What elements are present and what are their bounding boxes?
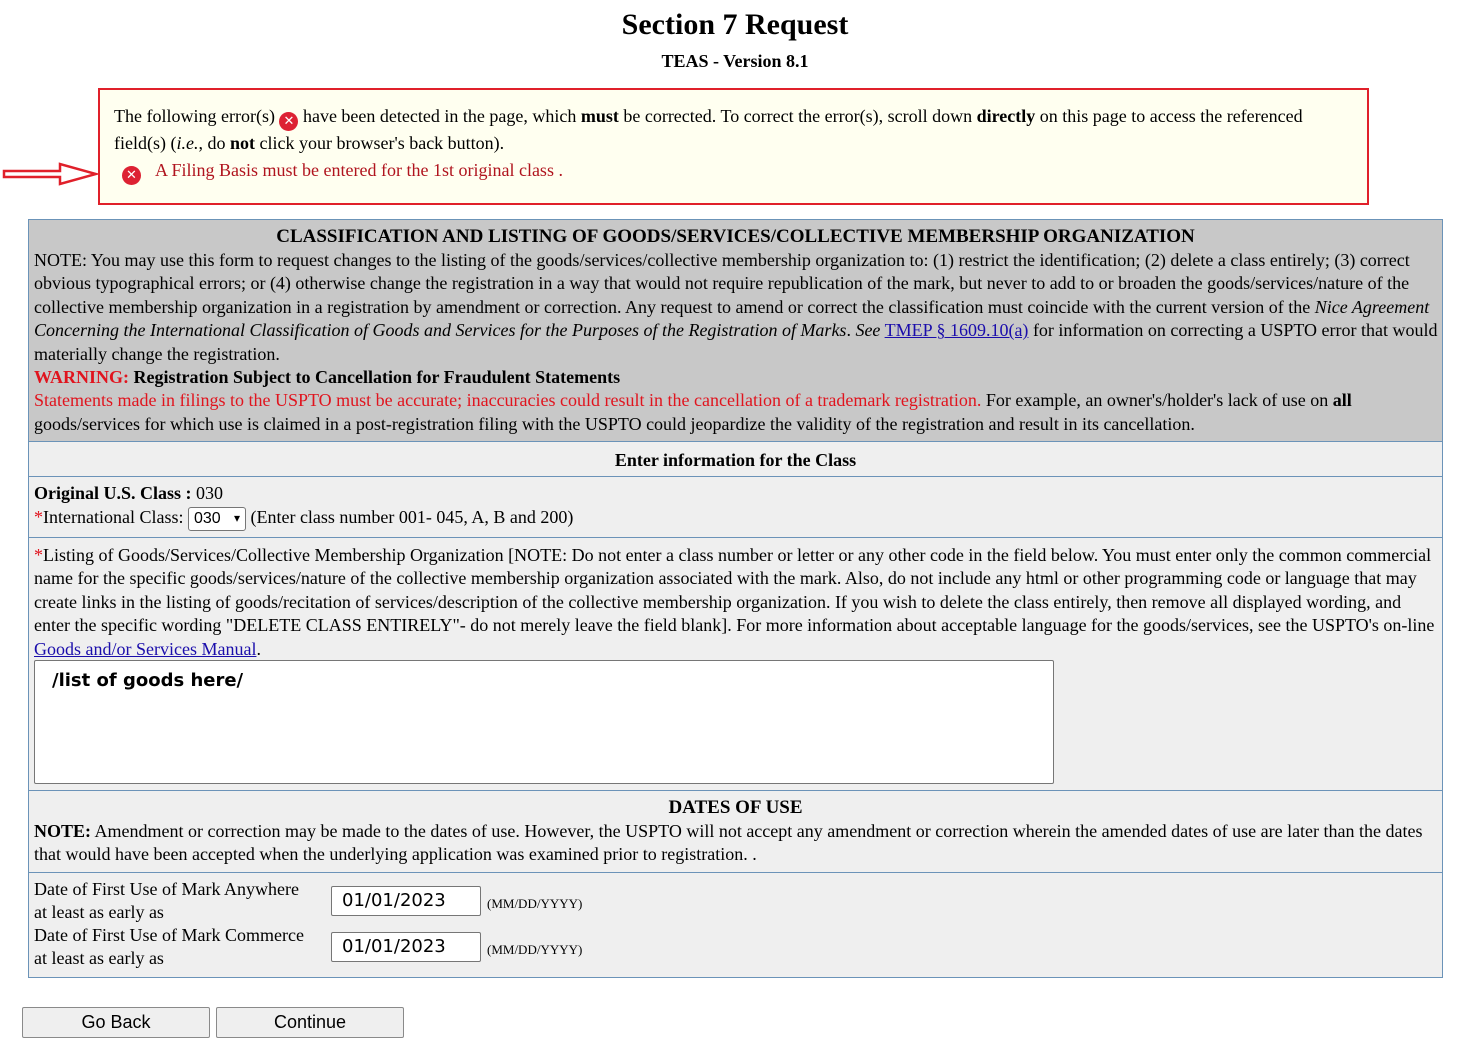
required-asterisk: * [34,545,43,565]
warning-label: WARNING: [34,367,130,388]
first-use-commerce-label: Date of First Use of Mark Commerce at least as early as [34,925,304,968]
class-info-header [29,442,1442,477]
first-use-anywhere-label: Date of First Use of Mark Anywhere at least as early as [34,879,299,922]
date-format-hint: (MM/DD/YYYY) [487,942,583,957]
classification-heading: CLASSIFICATION AND LISTING OF GOODS/SERVICES/COLLECTIVE MEMBERSHIP ORGANIZATION [276,226,1195,247]
chevron-down-icon: ▾ [233,511,240,525]
dates-fields [29,873,1442,977]
international-class-label: International Class: [43,507,184,528]
original-class: Original U.S. Class : 030 [34,483,224,503]
tmep-link[interactable]: TMEP § 1609.10(a) [884,320,1029,341]
class-row [29,477,1442,538]
international-class-row [34,507,573,531]
first-use-anywhere-input[interactable]: 01/01/2023 [331,886,481,916]
warning-title: Registration Subject to Cancellation for Fraudulent Statements [133,367,621,388]
classification-note: NOTE: You may use this form to request changes to the listing of the goods/services/collective membership organization to: (1) restrict the identification; (2) delete a class entirely; (3) correct obvious typographical errors; or (4) otherwise change the registration in a way that would not require republication of the mark, but never to add to or broaden the goods/services/nature of the collective membership organization in a registration by amendment or correction. Any request to amend or correct the classification must coincide with the current version of the Nice Agreement Concerning the International Classification of Goods and Services for the Purposes of the Registration of Marks. See TMEP § 1609.10(a) for information on correcting a USPTO error that would materially change the registration. WARNING: Registration Subject to Cancellation for Fraudulent Statements Statements made in filings to the USPTO must be accurate; inaccuracies could result in the cancellation of a trademark registration. For example, an owner's/holder's lack of use on all goods/services for which use is claimed in a post-registration filing with the USPTO could jeopardize the validity of the registration and result in its cancellation. [34,250,1438,434]
dates-section [29,791,1442,873]
goods-textarea[interactable]: /list of goods here/ [34,660,1054,784]
error-message-link[interactable] [122,160,563,185]
class-form [28,219,1443,978]
page-title: Section 7 Request [621,8,849,41]
error-x-icon: ✕ [122,166,141,185]
original-class-value: 030 [196,483,224,503]
warning-text: Statements made in filings to the USPTO must be accurate; inaccuracies could result in the cancellation of a trademark registration. [34,390,982,411]
page-subtitle: TEAS - Version 8.1 [661,51,809,71]
error-message-text: A Filing Basis must be entered for the 1st original class . [155,160,563,180]
international-class-hint: (Enter class number 001- 045, A, B and 200) [250,507,574,528]
class-info-heading: Enter information for the Class [614,450,857,470]
first-use-commerce-input[interactable]: 01/01/2023 [331,932,481,962]
error-intro-text: The following error(s) ✕ have been detected in the page, which must be corrected. To correct the error(s), scroll down directly on this page to access the referenced field(s) (i.e., do not click your browser's back button). [114,106,1303,153]
error-x-icon: ✕ [279,112,298,131]
arrow-right-icon [2,162,100,186]
error-summary-box [98,88,1369,205]
goods-label: *Listing of Goods/Services/Collective Membership Organization [NOTE: Do not enter a class number or letter or any other code in the field below. You must enter only the common commercial name for the specific goods/services/nature of the collective membership organization associated with the mark. Also, do not include any html or other programming code or language that may create links in the listing of goods/recitation of services/description of the collective membership organization. If you wish to delete the class entirely, then remove all displayed wording, and enter the specific wording "DELETE CLASS ENTIRELY"- do not merely leave the field blank]. For more information about acceptable language for the goods/services, see the USPTO's on-line Goods and/or Services Manual. [34,545,1435,659]
date-format-hint: (MM/DD/YYYY) [487,896,583,911]
international-class-select[interactable]: 030 ▾ [188,507,246,531]
dates-note: NOTE: Amendment or correction may be made to the dates of use. However, the USPTO will not accept any amendment or correction wherein the amended dates of use are later than the dates that would have been accepted when the underlying application was examined prior to registration. . [34,821,1423,865]
classification-section [29,220,1442,442]
goods-manual-link[interactable]: Goods and/or Services Manual [34,638,257,659]
continue-button[interactable]: Continue [216,1007,404,1038]
required-asterisk: * [34,507,43,528]
go-back-button[interactable]: Go Back [22,1007,210,1038]
goods-section [29,538,1442,791]
dates-heading: DATES OF USE [668,797,803,818]
